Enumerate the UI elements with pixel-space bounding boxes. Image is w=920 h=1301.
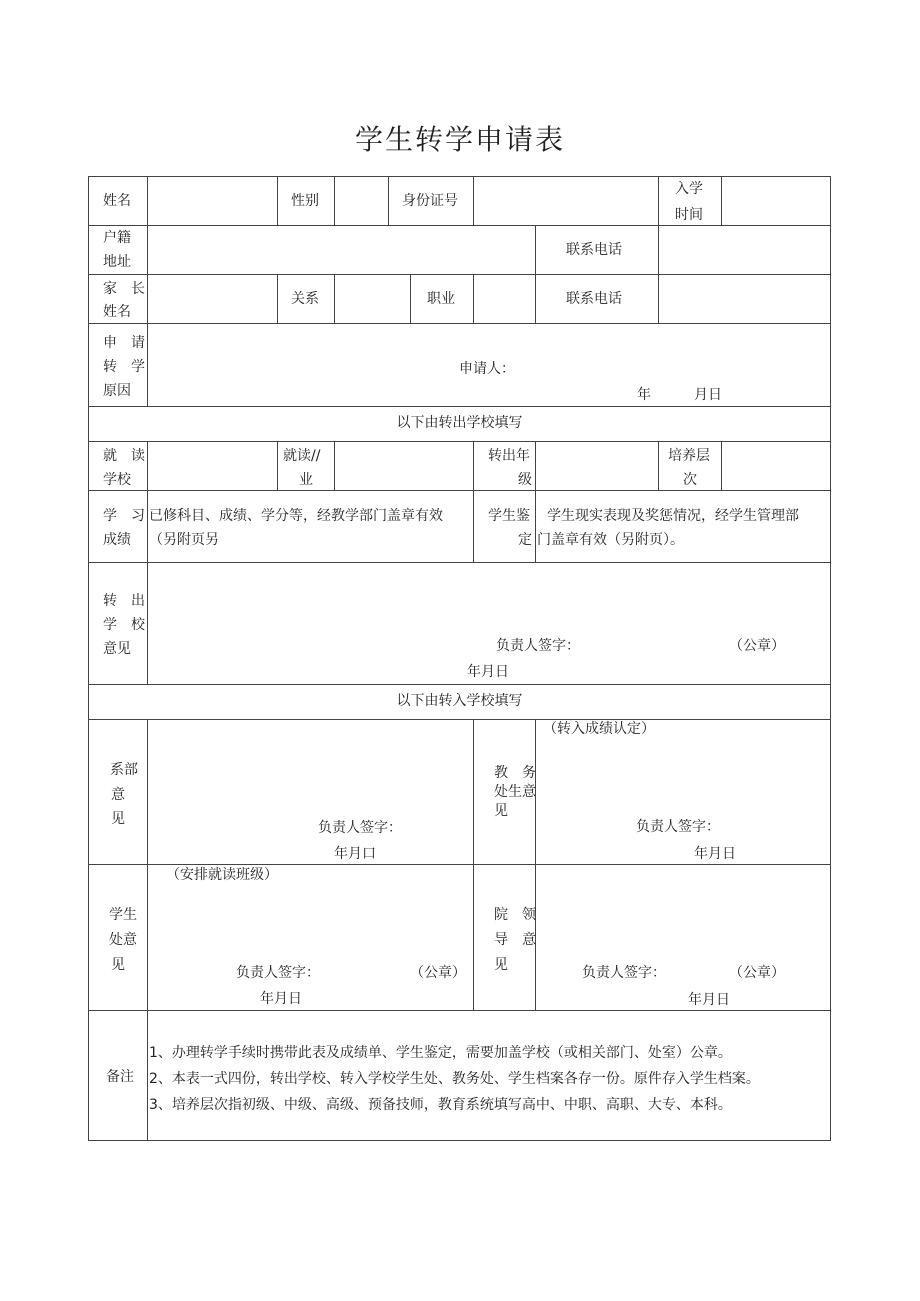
label-lead-3: 见 — [494, 957, 508, 973]
out-seal: （公章） — [729, 638, 785, 654]
date-year: 年 — [637, 387, 651, 403]
edu-date: 年月日 — [694, 846, 736, 862]
page-title: 学生转学申请表 — [354, 123, 565, 156]
label-occupation: 职业 — [427, 291, 455, 307]
label-huji-2: 地址 — [103, 254, 131, 270]
label-lead-1: 院 领 — [494, 907, 536, 923]
applicant-label: 申请人： — [459, 361, 515, 377]
label-name: 姓名 — [103, 193, 131, 209]
lead-date: 年月日 — [688, 992, 730, 1008]
label-school-1: 就 读 — [103, 448, 145, 464]
label-reason-3: 原因 — [103, 383, 131, 399]
label-contact-phone: 联系电话 — [566, 242, 622, 258]
label-stu-1: 学生 — [109, 907, 137, 923]
label-contact-phone-2: 联系电话 — [566, 291, 622, 307]
label-edu-3: 见 — [494, 803, 508, 819]
label-reason-2: 转 学 — [103, 359, 145, 375]
lead-seal: （公章） — [729, 965, 785, 981]
stu-date: 年月日 — [260, 991, 302, 1007]
label-lead-2: 导 意 — [494, 932, 536, 948]
label-study-2: 成绩 — [103, 532, 131, 548]
label-id-number: 身份证号 — [402, 193, 458, 209]
study-text-2: （另附页另 — [149, 532, 219, 548]
label-out-opinion-3: 意见 — [103, 641, 131, 657]
label-out-opinion-2: 学 校 — [103, 617, 145, 633]
label-dept-3: 见 — [111, 811, 125, 827]
remark-item-1: 1、办理转学手续时携带此表及成绩单、学生鉴定，需要加盖学校（或相关部门、处室）公章。 — [149, 1045, 732, 1061]
section-transfer-in: 以下由转入学校填写 — [396, 693, 523, 709]
label-dept-2: 意 — [111, 787, 125, 803]
label-remarks: 备注 — [106, 1069, 134, 1085]
label-parent-2: 姓名 — [103, 304, 131, 320]
label-stu-3: 见 — [111, 957, 125, 973]
label-parent-1: 家 长 — [103, 281, 145, 297]
label-enroll-time-1: 入学 — [675, 181, 703, 197]
label-school-2: 学校 — [103, 472, 131, 488]
eval-text-1: 学生现实表现及奖惩情况，经学生管理部 — [547, 508, 799, 524]
label-study-1: 学 习 — [103, 508, 145, 524]
lead-signer: 负责人签字： — [582, 965, 666, 981]
label-eval-2: 定 — [518, 532, 532, 548]
label-reason-1: 申 请 — [103, 335, 145, 351]
label-gender: 性别 — [291, 193, 319, 209]
stu-seal: （公章） — [410, 965, 466, 981]
remark-item-2: 2、本表一式四份，转出学校、转入学校学生处、教务处、学生档案各存一份。原件存入学生档案。 — [149, 1071, 760, 1087]
edu-note: （转入成绩认定） — [543, 721, 655, 737]
label-out-opinion-1: 转 出 — [103, 593, 145, 609]
stu-note: （安排就读班级） — [166, 867, 278, 883]
dept-signer: 负责人签字： — [318, 820, 402, 836]
label-grade-1: 转出年 — [488, 448, 530, 464]
remark-item-3: 3、培养层次指初级、中级、高级、预备技师，教育系统填写高中、中职、高职、大专、本科。 — [149, 1097, 732, 1113]
label-major-2: 业 — [299, 472, 313, 488]
date-month-day: 月日 — [694, 387, 722, 403]
out-signer: 负责人签字： — [496, 638, 580, 654]
dept-date: 年月口 — [334, 846, 376, 862]
label-major-1: 就读// — [283, 448, 321, 464]
label-level-1: 培养层 — [668, 448, 710, 464]
study-text-1: 已修科目、成绩、学分等，经教学部门盖章有效 — [149, 508, 443, 524]
label-dept-1: 系部 — [110, 762, 138, 778]
label-stu-2: 处意 — [109, 932, 137, 948]
label-eval-1: 学生鉴 — [488, 508, 530, 524]
section-transfer-out: 以下由转出学校填写 — [396, 415, 523, 431]
label-enroll-time-2: 时间 — [675, 207, 703, 223]
label-edu-1: 教 务 — [494, 765, 536, 781]
stu-signer: 负责人签字： — [236, 965, 320, 981]
eval-text-2: 门盖章有效（另附页）。 — [537, 532, 684, 548]
label-huji-1: 户籍 — [103, 230, 131, 246]
label-grade-2: 级 — [518, 472, 532, 488]
label-level-2: 次 — [683, 472, 697, 488]
label-edu-2: 处生意 — [494, 784, 536, 800]
label-relation: 关系 — [291, 291, 319, 307]
out-date: 年月日 — [467, 664, 509, 680]
edu-signer: 负责人签字： — [636, 819, 720, 835]
